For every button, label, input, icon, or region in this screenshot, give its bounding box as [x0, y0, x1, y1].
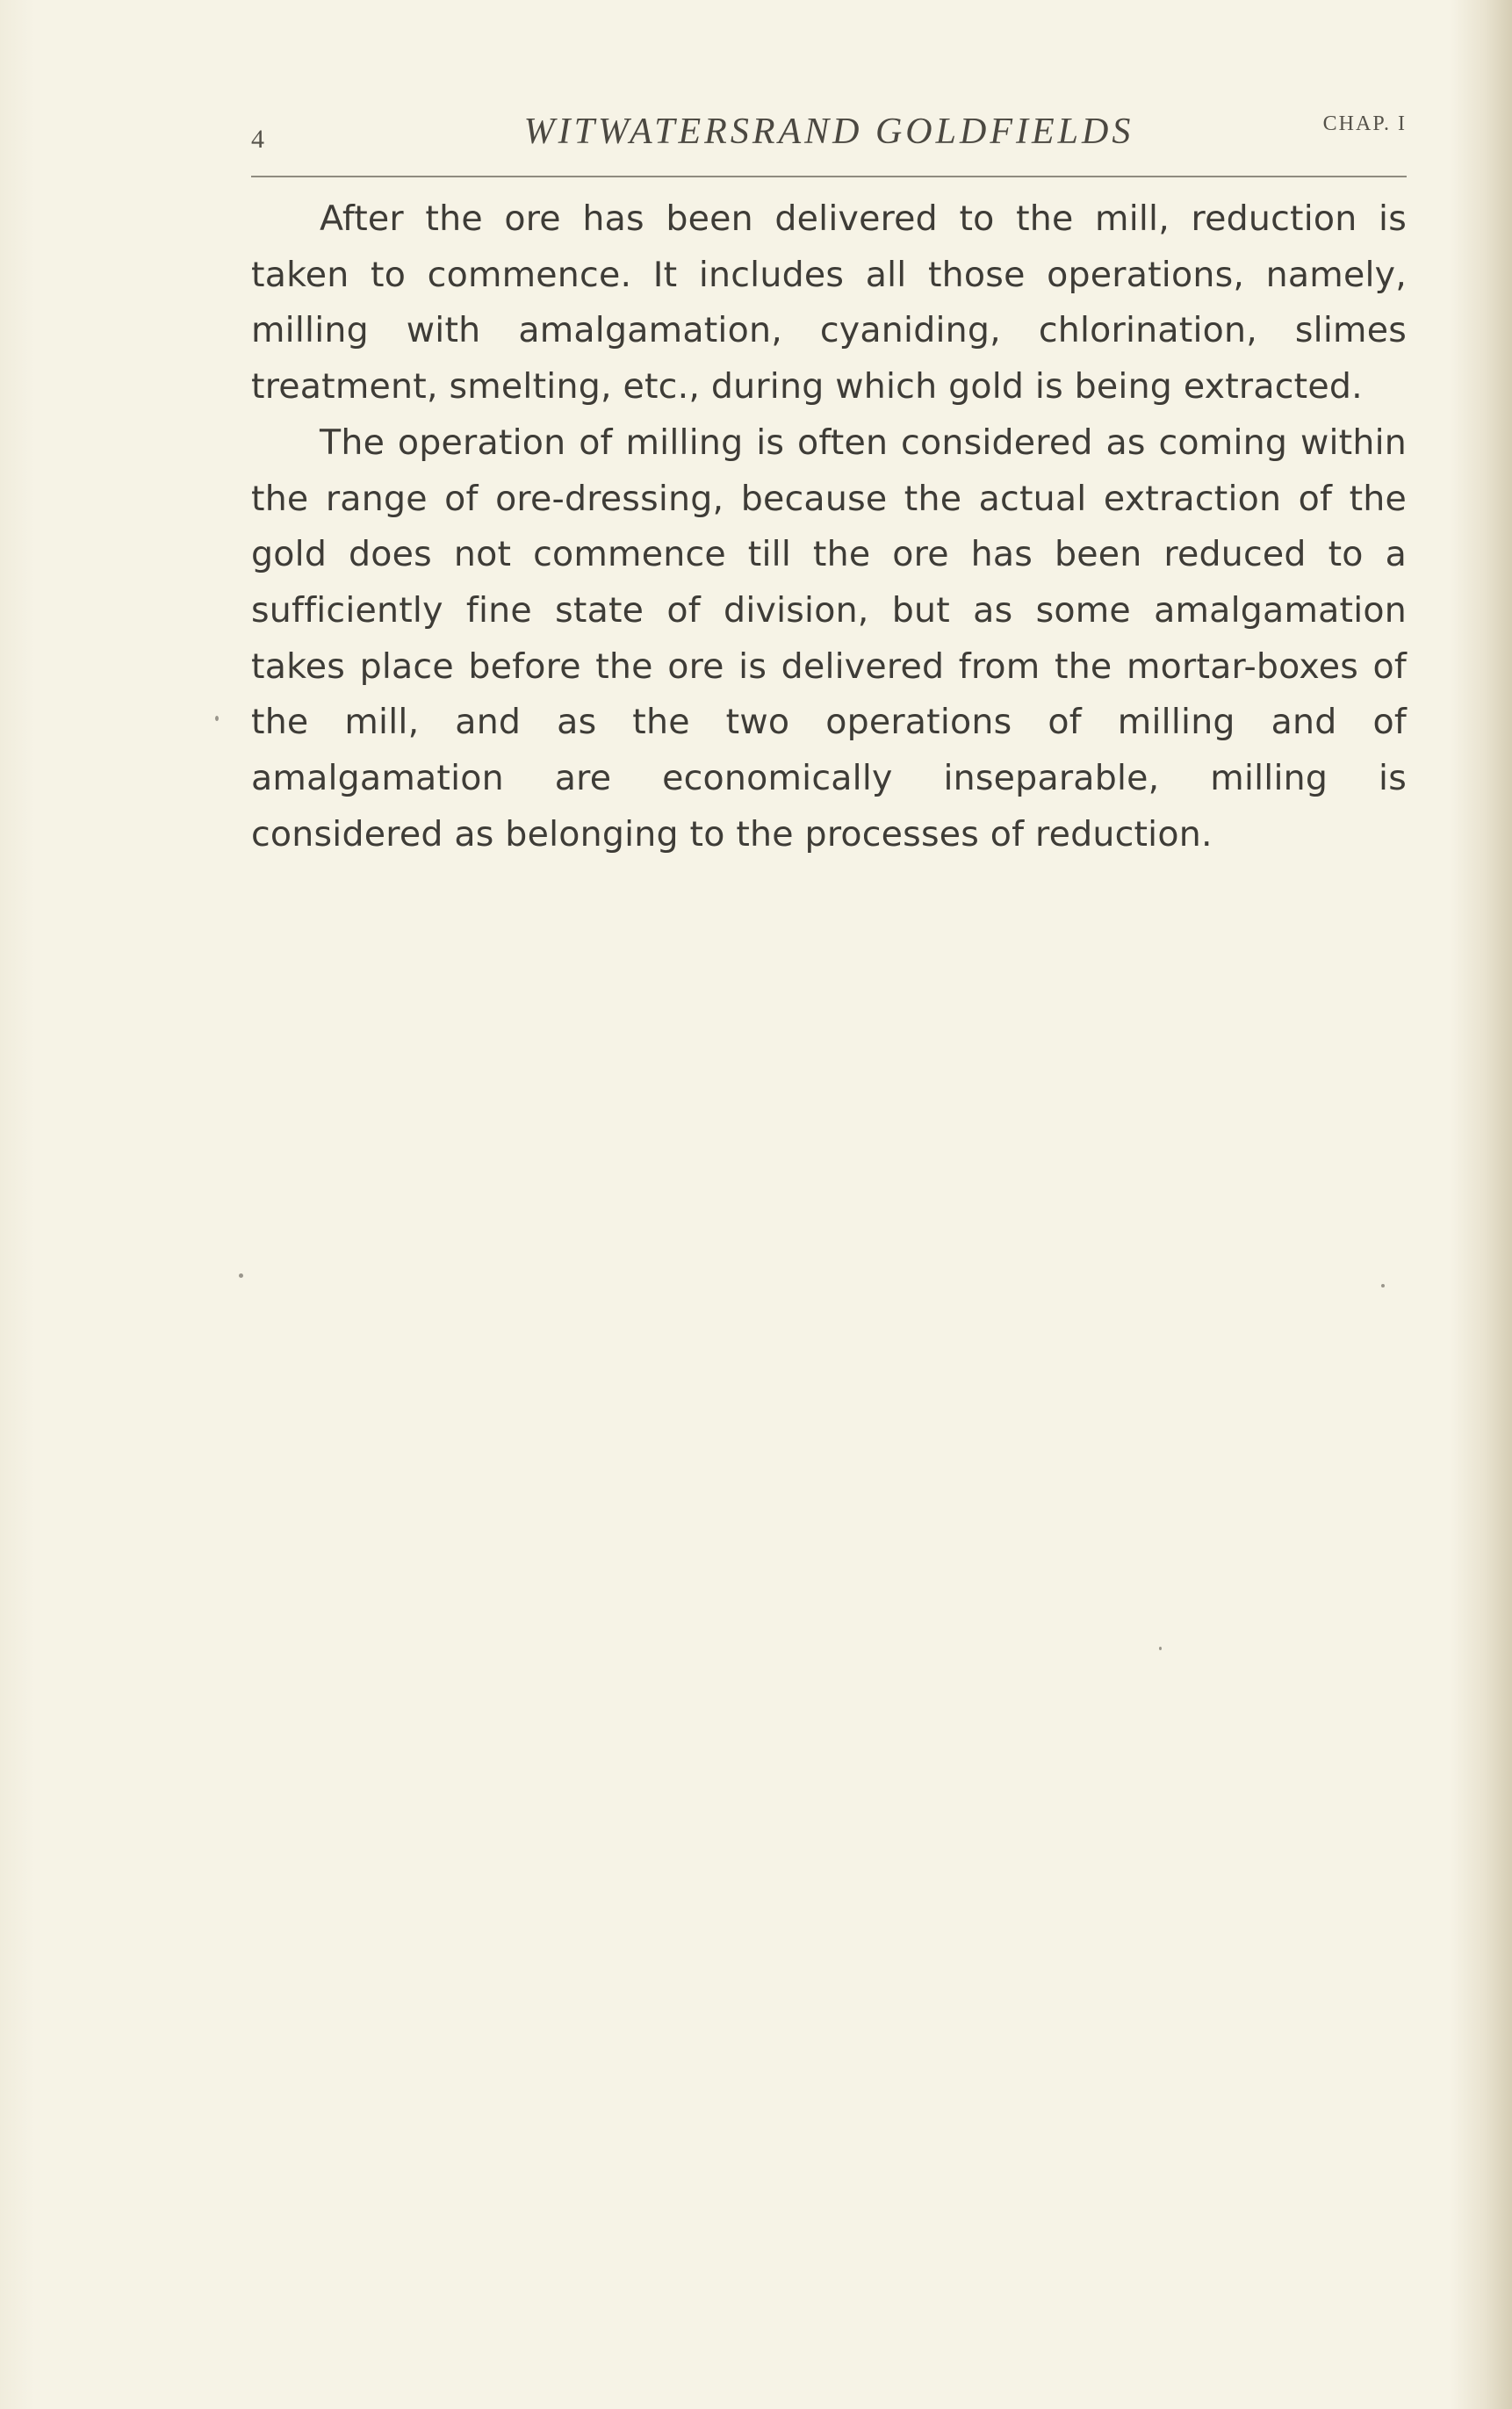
paper-speck — [215, 716, 219, 721]
chapter-label: CHAP. I — [1322, 112, 1407, 135]
paper-speck — [239, 1273, 243, 1278]
paragraph: After the ore has been delivered to the mill, reduction is taken to commence. It includes all those operations, namely, milling with amalgamation, cyaniding, chlorination, slimes treatment, smelting, etc., during which gold is being extracted. — [251, 198, 1407, 408]
body-text — [251, 191, 1407, 862]
page-number: 4 — [251, 125, 264, 154]
page-edge-shade-left — [0, 0, 35, 2409]
running-title: WITWATERSRAND GOLDFIELDS — [523, 112, 1134, 152]
header-rule — [251, 176, 1407, 177]
paper-speck — [1381, 1284, 1385, 1287]
paper-speck — [1159, 1647, 1162, 1650]
paragraph: The operation of milling is often considered as coming within the range of ore-dressing, because the actual extraction of the gold does not commence till the ore has been reduced to a sufficiently fine state of division, but as some amalgamation takes place before the ore is delivered from the mortar-boxes of the mill, and as the two operations of milling and of amalgamation are economically inseparable, milling is considered as belonging to the processes of reduction. — [251, 422, 1407, 855]
running-head — [251, 105, 1407, 167]
page-edge-shade-right — [1451, 0, 1512, 2409]
